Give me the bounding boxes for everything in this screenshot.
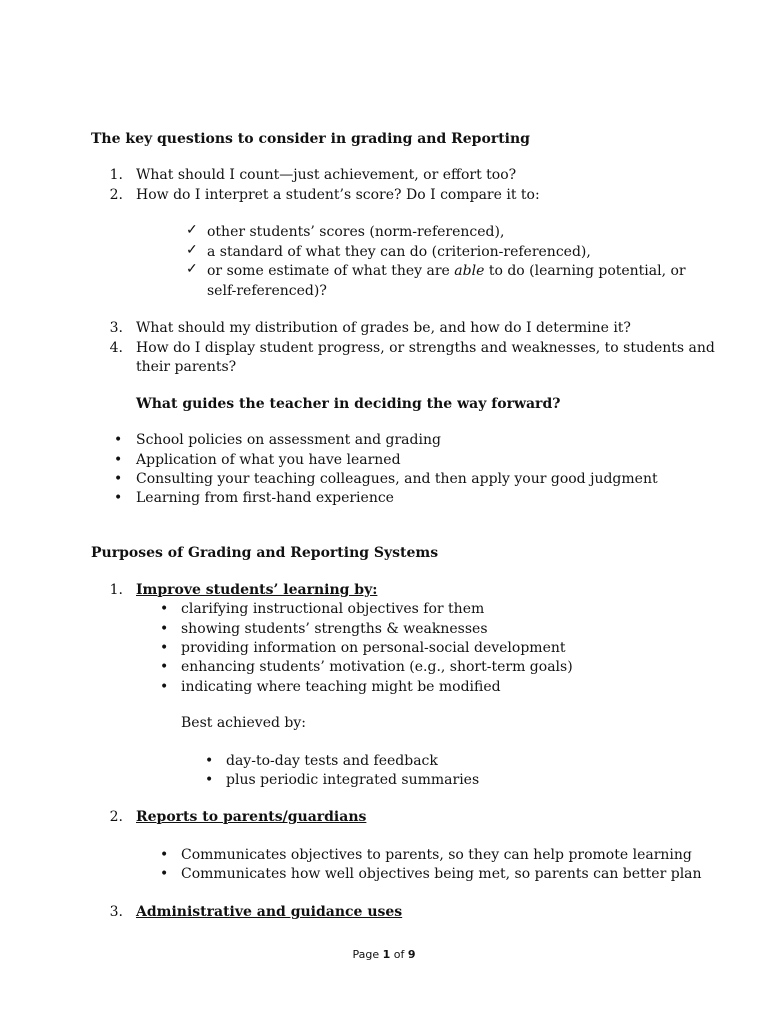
list-number: 3. (109, 904, 123, 920)
check-item: a standard of what they can do (criterion-referenced), (207, 244, 591, 260)
bullet-icon: • (114, 452, 123, 468)
subheading: What guides the teacher in deciding the way forward? (136, 396, 561, 412)
question-text-continuation: their parents? (136, 359, 237, 375)
bullet-icon: • (205, 753, 214, 769)
list-item: enhancing students’ motivation (e.g., short-term goals) (181, 659, 573, 675)
question-text: How do I display student progress, or strengths and weaknesses, to students and (136, 340, 715, 356)
question-text: What should I count—just achievement, or effort too? (136, 167, 517, 183)
list-number: 1. (109, 167, 123, 183)
list-item: Communicates objectives to parents, so they can help promote learning (181, 847, 692, 863)
list-number: 1. (109, 582, 123, 598)
check-item: or some estimate of what they are able to do (learning potential, or (207, 263, 686, 279)
list-item: Communicates how well objectives being met, so parents can better plan (181, 866, 702, 882)
list-item: clarifying instructional objectives for them (181, 601, 485, 617)
bullet-icon: • (114, 490, 123, 506)
question-text: What should my distribution of grades be, and how do I determine it? (136, 320, 631, 336)
list-item: providing information on personal-social development (181, 640, 566, 656)
list-number: 4. (109, 340, 123, 356)
current-page: 1 (382, 948, 391, 961)
bullet-icon: • (160, 601, 169, 617)
list-number: 3. (109, 320, 123, 336)
checkmark-icon: ✓ (186, 242, 198, 258)
list-item: showing students’ strengths & weaknesses (181, 621, 488, 637)
list-item: indicating where teaching might be modified (181, 679, 501, 695)
list-number: 2. (109, 809, 123, 825)
bullet-icon: • (160, 866, 169, 882)
list-item: Application of what you have learned (136, 452, 401, 468)
bullet-icon: • (160, 640, 169, 656)
bullet-icon: • (114, 471, 123, 487)
bullet-icon: • (205, 772, 214, 788)
check-item: other students’ scores (norm-referenced), (207, 224, 505, 240)
page-footer (0, 945, 768, 964)
of-label: of (390, 948, 408, 961)
question-text: How do I interpret a student’s score? Do I compare it to: (136, 187, 540, 203)
purpose-title: Administrative and guidance uses (136, 904, 403, 920)
total-pages: 9 (407, 948, 416, 961)
list-item: day-to-day tests and feedback (226, 753, 438, 769)
section-heading: Purposes of Grading and Reporting Systems (91, 545, 439, 561)
section-heading: The key questions to consider in grading and Reporting (91, 131, 530, 147)
page-label: Page (352, 948, 383, 961)
best-achieved-label: Best achieved by: (181, 715, 306, 731)
list-item: School policies on assessment and grading (136, 432, 441, 448)
list-item: plus periodic integrated summaries (226, 772, 480, 788)
list-item: Learning from first-hand experience (136, 490, 394, 506)
checkmark-icon: ✓ (186, 261, 198, 277)
list-number: 2. (109, 187, 123, 203)
purpose-title: Reports to parents/guardians (136, 809, 367, 825)
bullet-icon: • (160, 847, 169, 863)
list-item: Consulting your teaching colleagues, and then apply your good judgment (136, 471, 658, 487)
checkmark-icon: ✓ (186, 222, 198, 238)
purpose-title: Improve students’ learning by: (136, 582, 378, 598)
bullet-icon: • (160, 659, 169, 675)
bullet-icon: • (114, 432, 123, 448)
bullet-icon: • (160, 621, 169, 637)
bullet-icon: • (160, 679, 169, 695)
check-item-continuation: self-referenced)? (207, 283, 327, 299)
